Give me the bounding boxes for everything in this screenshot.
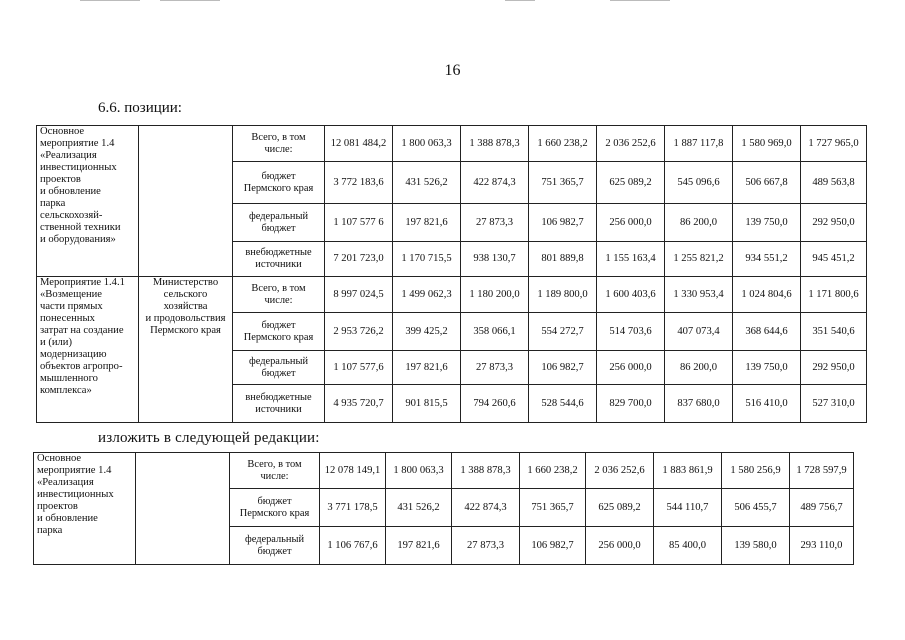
amount-cell: 351 540,6	[801, 313, 867, 351]
amount-cell: 407 073,4	[665, 313, 733, 351]
amount-cell: 422 874,3	[452, 489, 520, 527]
amount-cell: 368 644,6	[733, 313, 801, 351]
amount-cell: 292 950,0	[801, 351, 867, 385]
amount-cell: 506 455,7	[722, 489, 790, 527]
amount-cell: 1 107 577,6	[325, 351, 393, 385]
amount-cell: 1 107 577 6	[325, 204, 393, 242]
measure-name-cell: Мероприятие 1.4.1 «Возмещение части прямых понесенных затрат на создание и (или) модернизацию объектов агропро- мышленного комплекса»	[37, 277, 139, 423]
funding-source-cell: федеральный бюджет	[233, 204, 325, 242]
funding-source-cell: федеральный бюджет	[230, 527, 320, 565]
amount-cell: 1 660 238,2	[529, 126, 597, 162]
amount-cell: 2 953 726,2	[325, 313, 393, 351]
amount-cell: 1 388 878,3	[461, 126, 529, 162]
amount-cell: 794 260,6	[461, 385, 529, 423]
amount-cell: 1 728 597,9	[790, 453, 854, 489]
amount-cell: 514 703,6	[597, 313, 665, 351]
amount-cell: 27 873,3	[461, 204, 529, 242]
amount-cell: 2 036 252,6	[586, 453, 654, 489]
amount-cell: 1 106 767,6	[320, 527, 386, 565]
measure-name-cell: Основное мероприятие 1.4 «Реализация инвестиционных проектов и обновление парка сельскохозяй- ственной техники и оборудования»	[37, 126, 139, 277]
amount-cell: 256 000,0	[597, 351, 665, 385]
amount-cell: 1 800 063,3	[393, 126, 461, 162]
amount-cell: 934 551,2	[733, 242, 801, 277]
top-rule-2	[160, 0, 220, 1]
measure-name-cell: Основное мероприятие 1.4 «Реализация инвестиционных проектов и обновление парка	[34, 453, 136, 565]
amount-cell: 1 189 800,0	[529, 277, 597, 313]
funding-source-cell: Всего, в том числе:	[230, 453, 320, 489]
amount-cell: 139 750,0	[733, 351, 801, 385]
amount-cell: 86 200,0	[665, 204, 733, 242]
amount-cell: 527 310,0	[801, 385, 867, 423]
amount-cell: 3 772 183,6	[325, 162, 393, 204]
amount-cell: 106 982,7	[520, 527, 586, 565]
amount-cell: 516 410,0	[733, 385, 801, 423]
amount-cell: 139 580,0	[722, 527, 790, 565]
amount-cell: 293 110,0	[790, 527, 854, 565]
amount-cell: 545 096,6	[665, 162, 733, 204]
amount-cell: 751 365,7	[529, 162, 597, 204]
funding-source-cell: бюджет Пермского края	[230, 489, 320, 527]
amount-cell: 197 821,6	[393, 204, 461, 242]
amount-cell: 27 873,3	[452, 527, 520, 565]
amount-cell: 1 388 878,3	[452, 453, 520, 489]
amount-cell: 86 200,0	[665, 351, 733, 385]
amount-cell: 489 756,7	[790, 489, 854, 527]
table-row	[34, 453, 854, 489]
amount-cell: 554 272,7	[529, 313, 597, 351]
amount-cell: 837 680,0	[665, 385, 733, 423]
executor-cell	[139, 126, 233, 277]
amount-cell: 751 365,7	[520, 489, 586, 527]
funding-source-cell: бюджет Пермского края	[233, 162, 325, 204]
amount-cell: 12 081 484,2	[325, 126, 393, 162]
funding-source-cell: федеральный бюджет	[233, 351, 325, 385]
amount-cell: 292 950,0	[801, 204, 867, 242]
amount-cell: 1 170 715,5	[393, 242, 461, 277]
amount-cell: 1 024 804,6	[733, 277, 801, 313]
amount-cell: 901 815,5	[393, 385, 461, 423]
section-heading: 6.6. позиции:	[98, 100, 182, 116]
amount-cell: 197 821,6	[393, 351, 461, 385]
amount-cell: 431 526,2	[393, 162, 461, 204]
amount-cell: 1 580 969,0	[733, 126, 801, 162]
amount-cell: 3 771 178,5	[320, 489, 386, 527]
top-rule-1	[80, 0, 140, 1]
amount-cell: 12 078 149,1	[320, 453, 386, 489]
amount-cell: 945 451,2	[801, 242, 867, 277]
amount-cell: 1 800 063,3	[386, 453, 452, 489]
page-number: 16	[444, 62, 461, 79]
amount-cell: 4 935 720,7	[325, 385, 393, 423]
amount-cell: 829 700,0	[597, 385, 665, 423]
amount-cell: 1 660 238,2	[520, 453, 586, 489]
amount-cell: 197 821,6	[386, 527, 452, 565]
amount-cell: 1 727 965,0	[801, 126, 867, 162]
amount-cell: 7 201 723,0	[325, 242, 393, 277]
amount-cell: 1 180 200,0	[461, 277, 529, 313]
amount-cell: 399 425,2	[393, 313, 461, 351]
amount-cell: 1 580 256,9	[722, 453, 790, 489]
amount-cell: 1 499 062,3	[393, 277, 461, 313]
amount-cell: 1 330 953,4	[665, 277, 733, 313]
amount-cell: 801 889,8	[529, 242, 597, 277]
amount-cell: 106 982,7	[529, 204, 597, 242]
amount-cell: 625 089,2	[586, 489, 654, 527]
amount-cell: 1 887 117,8	[665, 126, 733, 162]
top-rule-4	[610, 0, 670, 1]
amount-cell: 422 874,3	[461, 162, 529, 204]
amount-cell: 625 089,2	[597, 162, 665, 204]
executor-cell	[136, 453, 230, 565]
amount-cell: 1 883 861,9	[654, 453, 722, 489]
amount-cell: 85 400,0	[654, 527, 722, 565]
table-new-version	[33, 452, 854, 565]
amount-cell: 256 000,0	[597, 204, 665, 242]
amount-cell: 544 110,7	[654, 489, 722, 527]
funding-source-cell: Всего, в том числе:	[233, 126, 325, 162]
amount-cell: 8 997 024,5	[325, 277, 393, 313]
section-heading-after: изложить в следующей редакции:	[98, 430, 320, 446]
top-rule-3	[505, 0, 535, 1]
funding-source-cell: Всего, в том числе:	[233, 277, 325, 313]
amount-cell: 256 000,0	[586, 527, 654, 565]
table-row	[37, 277, 867, 313]
funding-source-cell: бюджет Пермского края	[233, 313, 325, 351]
amount-cell: 2 036 252,6	[597, 126, 665, 162]
amount-cell: 27 873,3	[461, 351, 529, 385]
table-row	[37, 126, 867, 162]
amount-cell: 431 526,2	[386, 489, 452, 527]
executor-cell: Министерство сельского хозяйства и продовольствия Пермского края	[139, 277, 233, 423]
amount-cell: 358 066,1	[461, 313, 529, 351]
amount-cell: 139 750,0	[733, 204, 801, 242]
funding-source-cell: внебюджетные источники	[233, 242, 325, 277]
amount-cell: 1 171 800,6	[801, 277, 867, 313]
amount-cell: 106 982,7	[529, 351, 597, 385]
amount-cell: 489 563,8	[801, 162, 867, 204]
table-old-version	[36, 125, 867, 423]
amount-cell: 938 130,7	[461, 242, 529, 277]
amount-cell: 1 255 821,2	[665, 242, 733, 277]
funding-source-cell: внебюджетные источники	[233, 385, 325, 423]
amount-cell: 506 667,8	[733, 162, 801, 204]
amount-cell: 1 600 403,6	[597, 277, 665, 313]
amount-cell: 1 155 163,4	[597, 242, 665, 277]
amount-cell: 528 544,6	[529, 385, 597, 423]
